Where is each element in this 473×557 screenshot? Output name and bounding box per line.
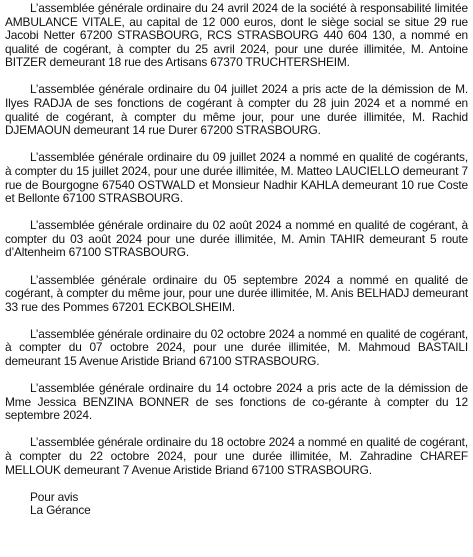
notice-paragraph-7: L’assemblée générale ordinaire du 14 octobre 2024 a pris acte de la démission de Mme Jessica BENZINA BONNER de ses fonctions de co-gérante à compter du 12 septembre 2024. [5, 381, 468, 423]
notice-paragraph-8: L’assemblée générale ordinaire du 18 octobre 2024 a nommé en qualité de cogérant, à compter du 22 octobre 2024, pour une durée illimitée, M. Zahradine CHAREF MELLOUK demeurant 7 Avenue Aristide Briand 67100 STRASBOURG. [5, 435, 468, 477]
signature-line-pour-avis: Pour avis [30, 489, 79, 504]
notice-paragraph-1: L’assemblée générale ordinaire du 24 avril 2024 de la société à responsabilité limitée AMBULANCE VITALE, au capital de 12 000 euros, dont le siège social se situe 29 rue Jacobi Netter 67200 STRASBOURG, RCS STRASBOURG 440 604 130, a nommé en qualité de cogérant, à compter du 25 avril 2024, pour une durée illimitée, M. Antoine BITZER demeurant 18 rue des Artisans 67370 TRUCHTERSHEIM. [5, 1, 468, 70]
notice-paragraph-2: L’assemblée générale ordinaire du 04 juillet 2024 a pris acte de la démission de M. Ilyes RADJA de ses fonctions de cogérant à compter du 28 juin 2024 et a nommé en qualité de cogérant, à compter du même jour, pour une durée illimitée, M. Rachid DJEMAOUN demeurant 14 rue Durer 67200 STRASBOURG. [5, 82, 468, 138]
notice-paragraph-4: L’assemblée générale ordinaire du 02 août 2024 a nommé en qualité de cogérant, à compter du 03 août 2024 pour une durée illimitée, M. Amin TAHIR demeurant 5 route d’Altenheim 67100 STRASBOURG. [5, 218, 468, 260]
signature-line-la-gerance: La Gérance [30, 503, 91, 518]
notice-paragraph-5: L’assemblée générale ordinaire du 05 septembre 2024 a nommé en qualité de cogérant, à compter du même jour, pour une durée illimitée, M. Anis BELHADJ demeurant 33 rue des Pommes 67201 ECKBOLSHEIM. [5, 272, 468, 314]
notice-paragraph-6: L’assemblée générale ordinaire du 02 octobre 2024 a nommé en qualité de cogérant, à compter du 07 octobre 2024, pour une durée illimitée, M. Mahmoud BASTAILI demeurant 15 Avenue Aristide Briand 67100 STRASBOURG. [5, 326, 468, 368]
notice-paragraph-3: L’assemblée générale ordinaire du 09 juillet 2024 a nommé en qualité de cogérants, à compter du 15 juillet 2024, pour une durée illimitée, M. Matteo LAUCIELLO demeurant 7 rue de Bourgogne 67540 OSTWALD et Monsieur Nadhir KAHLA demeurant 10 rue Coste et Bellonte 67100 STRASBOURG. [5, 150, 468, 206]
signature-block [5, 491, 468, 518]
